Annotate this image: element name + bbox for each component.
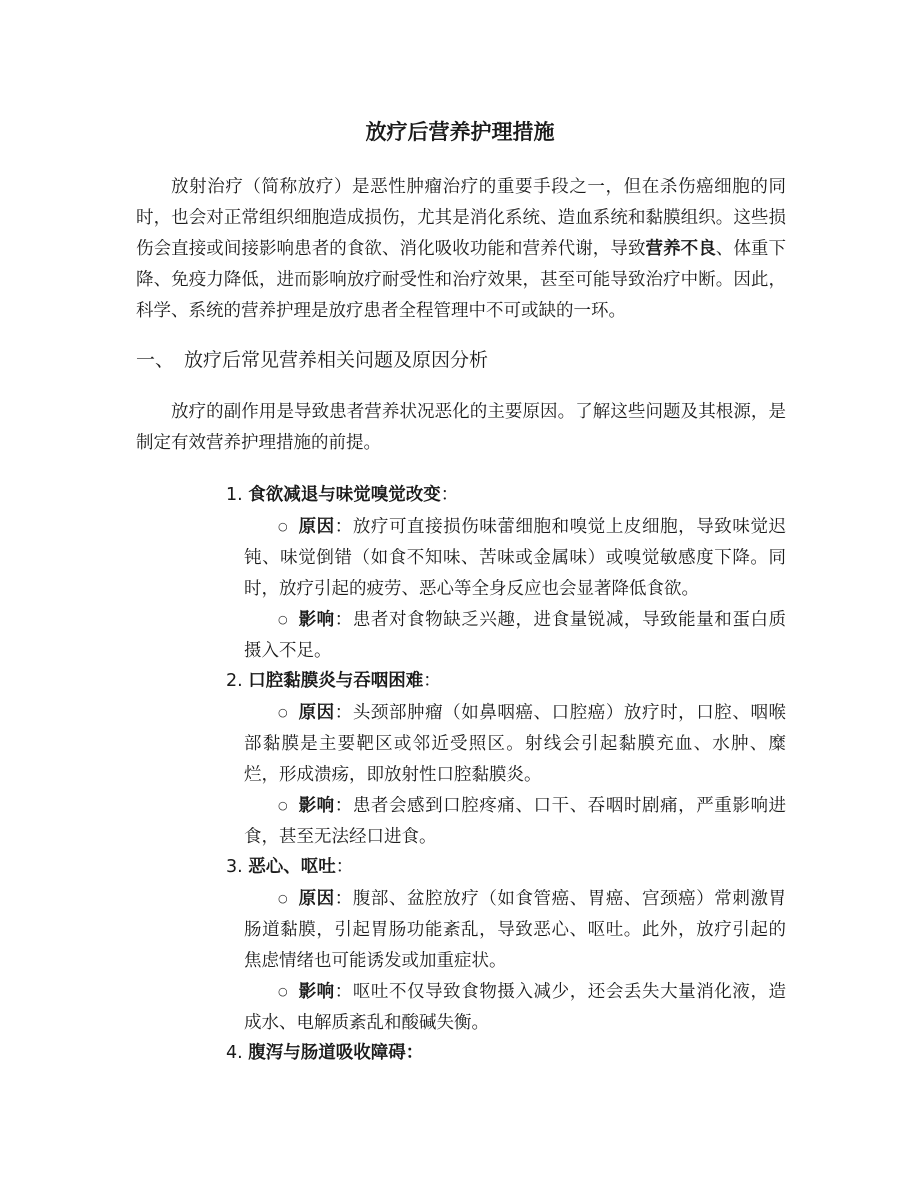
- cause-text: 腹部、盆腔放疗（如食管癌、胃癌、宫颈癌）常刺激胃肠道黏膜，引起胃肠功能紊乱，导致恶心、呕吐。此外，放疗引起的焦虑情绪也可能诱发或加重症状。: [244, 889, 787, 971]
- list-item-3-cause: [244, 883, 786, 977]
- colon: ：: [423, 671, 441, 691]
- effect-label: 影响: [298, 982, 335, 1002]
- colon: ：: [334, 610, 353, 630]
- circle-bullet-icon: ○: [278, 799, 288, 812]
- list-item-label: 口腔黏膜炎与吞咽困难: [248, 671, 424, 691]
- colon: ：: [334, 982, 353, 1002]
- effect-label: 影响: [298, 610, 335, 630]
- intro-text-2: 、体重下降、免疫力降低，进而影响放疗耐受性和治疗效果，甚至可能导致治疗中断。因此，科学、系统的营养护理是放疗患者全程管理中不可或缺的一环。: [136, 239, 787, 321]
- colon: ：: [334, 796, 353, 816]
- colon: ：: [440, 485, 459, 505]
- cause-text: 放疗可直接损伤味蕾细胞和嗅觉上皮细胞，导致味觉迟钝、味觉倒错（如食不知味、苦味或金属味）或嗅觉敏感度下降。同时，放疗引起的疲劳、恶心等全身反应也会显著降低食欲。: [244, 517, 787, 599]
- section-heading: [136, 344, 488, 376]
- cause-label: 原因: [298, 889, 335, 909]
- document-title: 放疗后营养护理措施: [365, 120, 555, 144]
- list-item-label: 恶心、呕吐: [248, 857, 336, 877]
- list-item-number: 2.: [226, 671, 243, 691]
- list-item-number: 4.: [226, 1043, 243, 1063]
- section-number: 一、: [136, 349, 175, 371]
- effect-text: 患者对食物缺乏兴趣，进食量锐减，导致能量和蛋白质摄入不足。: [244, 610, 787, 661]
- list-item-1: [226, 480, 458, 511]
- circle-bullet-icon: ○: [278, 520, 288, 533]
- circle-bullet-icon: ○: [278, 892, 288, 905]
- circle-bullet-icon: ○: [278, 706, 288, 719]
- list-item-label: 食欲减退与味觉嗅觉改变: [248, 485, 441, 505]
- list-item-3-effect: [244, 976, 786, 1039]
- cause-label: 原因: [298, 517, 335, 537]
- list-item-2-effect: [244, 790, 786, 853]
- colon: ：: [334, 703, 353, 723]
- list-item-1-effect: [244, 604, 786, 667]
- cause-label: 原因: [298, 703, 335, 723]
- section-heading-text: 放疗后常见营养相关问题及原因分析: [184, 349, 489, 371]
- effect-label: 影响: [298, 796, 335, 816]
- list-item-4: [226, 1038, 423, 1069]
- colon: ：: [334, 517, 353, 537]
- colon: ：: [405, 1043, 424, 1063]
- intro-text-1: 放射治疗（简称放疗）是恶性肿瘤治疗的重要手段之一，但在杀伤癌细胞的同时，也会对正常组织细胞造成损伤，尤其是消化系统、造血系统和黏膜组织。这些损伤会直接或间接影响患者的食欲、消化吸收功能和营养代谢，导致: [136, 177, 786, 259]
- list-item-number: 3.: [226, 857, 243, 877]
- intro-paragraph: [136, 172, 786, 327]
- circle-bullet-icon: ○: [278, 985, 288, 998]
- colon: ：: [334, 889, 353, 909]
- effect-text: 患者会感到口腔疼痛、口干、吞咽时剧痛，严重影响进食，甚至无法经口进食。: [244, 796, 787, 847]
- effect-text: 呕吐不仅导致食物摄入减少，还会丢失大量消化液，造成水、电解质紊乱和酸碱失衡。: [244, 982, 787, 1033]
- cause-text: 头颈部肿瘤（如鼻咽癌、口腔癌）放疗时，口腔、咽喉部黏膜是主要靶区或邻近受照区。射线会引起黏膜充血、水肿、糜烂，形成溃疡，即放射性口腔黏膜炎。: [244, 703, 787, 785]
- intro-bold-term: 营养不良: [645, 239, 716, 259]
- list-item-3: [226, 852, 353, 883]
- section-intro-paragraph: 放疗的副作用是导致患者营养状况恶化的主要原因。了解这些问题及其根源，是制定有效营养护理措施的前提。: [136, 402, 786, 453]
- list-item-1-cause: [244, 511, 786, 605]
- list-item-2-cause: [244, 697, 786, 791]
- colon: ：: [335, 857, 354, 877]
- list-item-2: [226, 666, 441, 697]
- list-item-label: 腹泻与肠道吸收障碍: [248, 1043, 406, 1063]
- list-item-number: 1.: [226, 485, 243, 505]
- circle-bullet-icon: ○: [278, 613, 288, 626]
